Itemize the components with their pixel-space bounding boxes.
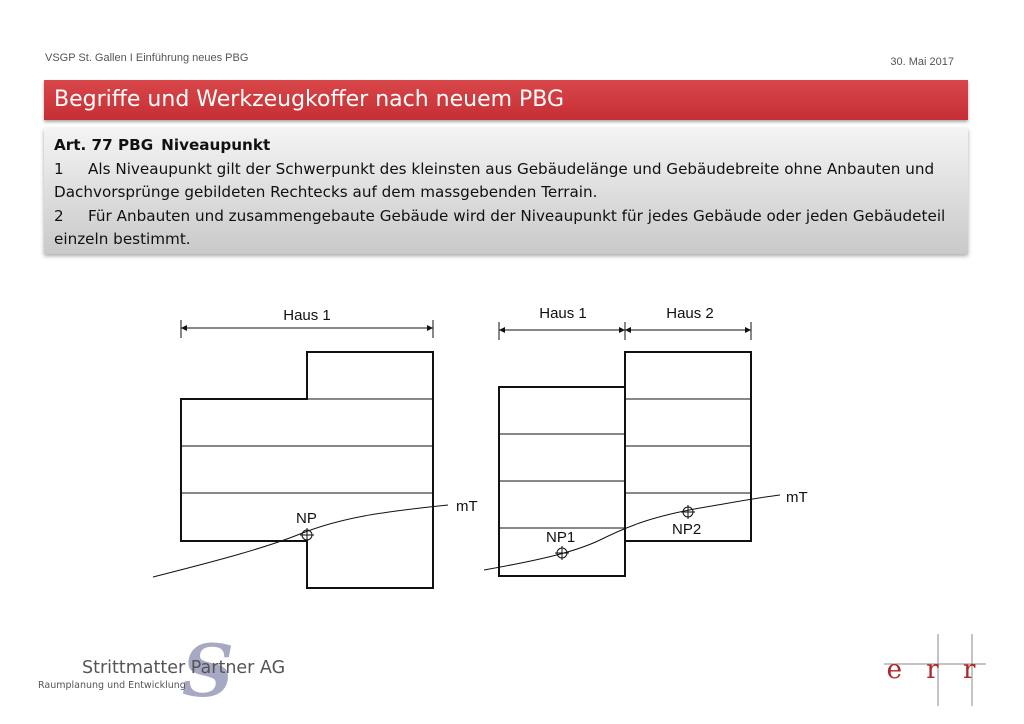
right-house2-label: Haus 2	[666, 305, 714, 322]
paragraph-number: 2	[54, 206, 64, 225]
left-terrain-label: mT	[456, 498, 478, 515]
article-number: Art. 77 PBG	[54, 136, 154, 154]
np1-symbol	[555, 546, 569, 560]
right-terrain-line	[484, 495, 780, 570]
np2-label: NP2	[672, 521, 702, 538]
err-brand-mark	[880, 634, 990, 706]
np2-symbol	[681, 505, 695, 519]
paragraph-number: 1	[54, 159, 64, 178]
right-terrain-label: mT	[786, 489, 808, 506]
paragraph-text: Für Anbauten und zusammengebaute Gebäude wird der Niveaupunkt für jedes Gebäude oder jeden Gebäudeteil einzeln bestimmt.	[54, 206, 946, 248]
presentation-date: 30. Mai 2017	[890, 56, 954, 68]
slide-title: Begriffe und Werkzeugkoffer nach neuem PBG	[44, 80, 968, 120]
left-house-label: Haus 1	[283, 307, 331, 324]
company-subtitle: Raumplanung und Entwicklung	[38, 680, 186, 691]
footer-presentation-title: VSGP St. Gallen I Einführung neues PBG	[45, 52, 249, 64]
article-name: Niveaupunkt	[161, 136, 271, 154]
company-name: Strittmatter Partner AG	[82, 658, 286, 678]
err-text: e r r	[886, 655, 984, 685]
left-house	[181, 352, 433, 588]
right-dimension	[499, 322, 751, 340]
svg-text:S: S	[182, 636, 234, 706]
np-symbol	[300, 528, 314, 542]
np-label: NP	[296, 510, 317, 527]
paragraph-text: Als Niveaupunkt gilt der Schwerpunkt des kleinsten aus Gebäudelänge und Gebäudebreite ohne Anbauten und Dachvorsprünge gebildeten Rechtecks auf dem massgebenden Terrain.	[54, 159, 935, 201]
right-house1-label: Haus 1	[539, 305, 587, 322]
company-logo	[38, 636, 298, 706]
np1-label: NP1	[546, 529, 576, 546]
